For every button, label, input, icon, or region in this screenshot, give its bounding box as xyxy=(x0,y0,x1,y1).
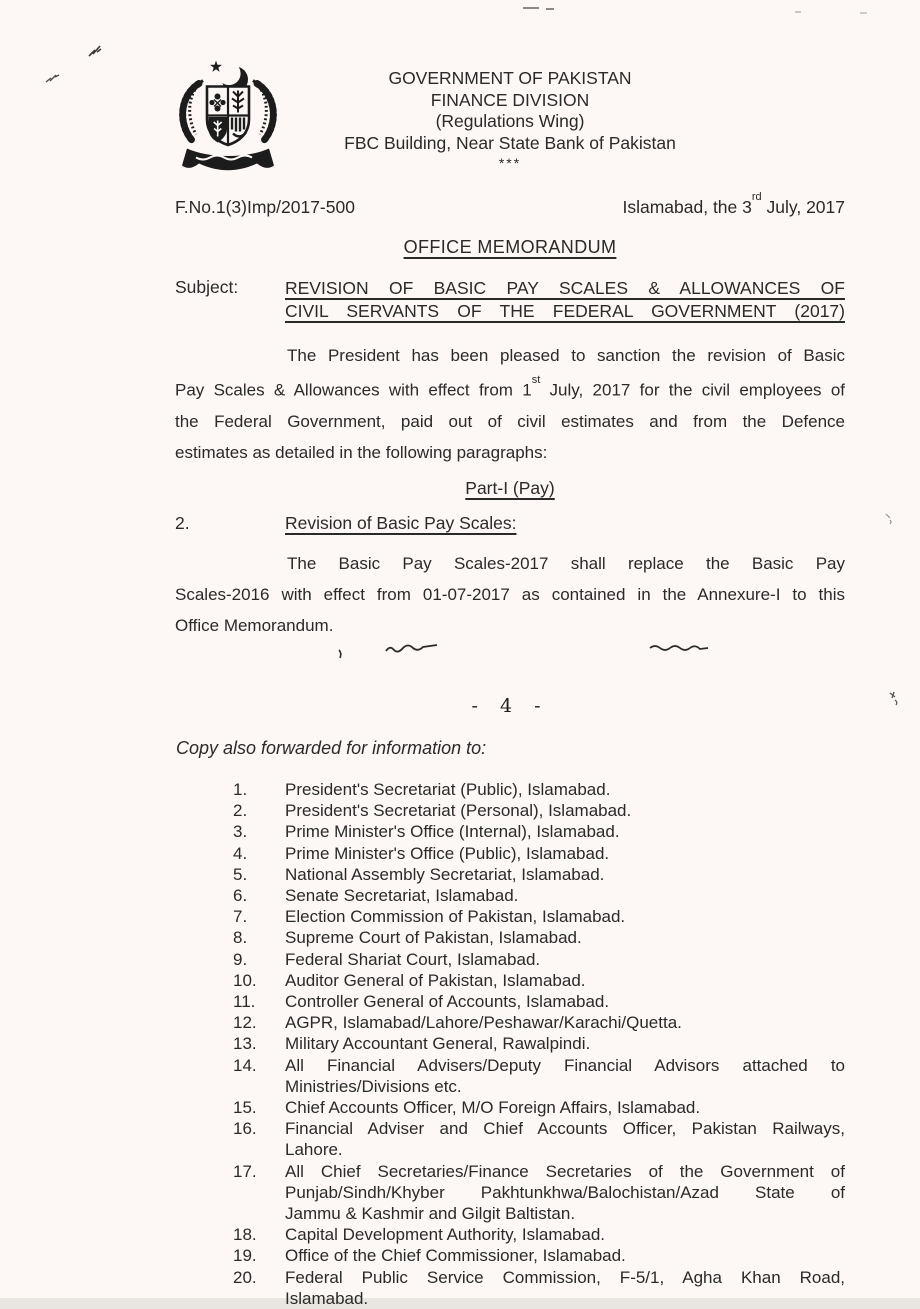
letterhead xyxy=(175,68,845,170)
list-item-text: Senate Secretariat, Islamabad. xyxy=(285,886,519,906)
list-item xyxy=(233,1055,845,1097)
list-item-number: 5. xyxy=(233,864,248,884)
reference-row xyxy=(175,191,845,218)
scan-squiggle-icon xyxy=(383,642,441,656)
list-item-number: 2. xyxy=(233,801,248,821)
list-item-text: National Assembly Secretariat, Islamabad. xyxy=(285,864,605,884)
list-item xyxy=(233,1012,845,1033)
list-item xyxy=(233,1097,845,1118)
scan-dash-icon xyxy=(523,7,539,9)
list-item-number: 19. xyxy=(233,1246,257,1266)
date-line xyxy=(622,191,845,218)
list-item-text: Federal Public Service Commission, F-5/1, Agha Khan Road, Islamabad. xyxy=(285,1267,845,1308)
distribution-intro: Copy also forwarded for information to: xyxy=(176,738,487,758)
list-item-number: 13. xyxy=(233,1034,257,1054)
list-item-text: President's Secretariat (Personal), Islamabad. xyxy=(285,801,632,821)
list-item-number: 8. xyxy=(233,928,248,948)
list-item-text: Financial Adviser and Chief Accounts Officer, Pakistan Railways, Lahore. xyxy=(285,1119,845,1160)
list-item-text: President's Secretariat (Public), Islamabad. xyxy=(285,780,611,799)
section-heading-row xyxy=(175,513,845,534)
list-item xyxy=(233,1161,845,1225)
body-paragraph-1: The President has been pleased to sanction the revision of Basic Pay Scales & Allowances with effect from 1st July, 2017 for the civil employees of the Federal Government, paid out of civil estimates and from the Defence estimates as detailed in the following paragraphs: xyxy=(175,346,845,462)
list-item-number: 1. xyxy=(233,780,248,799)
list-item-number: 6. xyxy=(233,886,248,906)
body-paragraph-2: The Basic Pay Scales-2017 shall replace the Basic Pay Scales-2016 with effect from 01-07-2017 as contained in the Annexure-I to this Office Memorandum. xyxy=(175,554,845,635)
scan-dash-icon xyxy=(860,12,867,14)
list-item xyxy=(233,1224,845,1245)
org-name: GOVERNMENT OF PAKISTAN xyxy=(388,68,632,88)
list-item-text: Auditor General of Pakistan, Islamabad. xyxy=(285,970,586,990)
list-item-text: Prime Minister's Office (Public), Islamabad. xyxy=(285,843,610,863)
list-item-number: 18. xyxy=(233,1225,257,1245)
list-item-number: 11. xyxy=(233,992,256,1012)
list-item-number: 17. xyxy=(233,1161,257,1181)
date-prefix: Islamabad, the 3 xyxy=(622,197,752,217)
list-item-number: 7. xyxy=(233,907,248,927)
list-item-number: 9. xyxy=(233,949,248,969)
list-item xyxy=(233,927,845,948)
division-name: FINANCE DIVISION xyxy=(430,89,590,110)
stars-separator: *** xyxy=(498,155,522,171)
scan-squiggle-icon xyxy=(648,641,710,654)
scan-dash-icon xyxy=(795,11,801,13)
list-item-text: Controller General of Accounts, Islamabad. xyxy=(285,992,610,1012)
list-item xyxy=(233,843,845,864)
section-number: 2. xyxy=(175,513,190,533)
list-item-number: 20. xyxy=(233,1267,257,1287)
subject-text: REVISION OF BASIC PAY SCALES & ALLOWANCES OF CIVIL SERVANTS OF THE FEDERAL GOVERNMENT (2017) xyxy=(285,278,845,321)
list-item xyxy=(233,906,845,927)
memo-title: OFFICE MEMORANDUM xyxy=(403,237,617,257)
list-item-number: 4. xyxy=(233,843,248,863)
list-item xyxy=(233,949,845,970)
list-item xyxy=(233,864,845,885)
part-heading: Part-I (Pay) xyxy=(465,478,555,498)
list-item xyxy=(233,821,845,842)
list-item-text: Capital Development Authority, Islamabad. xyxy=(285,1225,606,1245)
page-number: - 4 - xyxy=(471,695,549,717)
pen-mark-icon xyxy=(44,70,64,86)
list-item-number: 15. xyxy=(233,1098,257,1118)
scan-dash-icon xyxy=(546,8,554,10)
list-item xyxy=(233,800,845,821)
list-item-number: 3. xyxy=(233,822,248,842)
distribution-list xyxy=(233,779,845,1309)
list-item-text: Military Accountant General, Rawalpindi. xyxy=(285,1034,591,1054)
list-item-text: Supreme Court of Pakistan, Islamabad. xyxy=(285,928,582,948)
address-line: FBC Building, Near State Bank of Pakistan xyxy=(344,132,676,153)
list-item-text: AGPR, Islamabad/Lahore/Peshawar/Karachi/Quetta. xyxy=(285,1013,682,1033)
list-item-text: Prime Minister's Office (Internal), Islamabad. xyxy=(285,822,620,842)
list-item-text: All Financial Advisers/Deputy Financial Advisors attached to Ministries/Divisions etc. xyxy=(285,1055,845,1096)
list-item xyxy=(233,779,845,800)
date-suffix: July, 2017 xyxy=(761,197,845,217)
list-item-text: Chief Accounts Officer, M/O Foreign Affairs, Islamabad. xyxy=(285,1098,701,1118)
file-number: F.No.1(3)Imp/2017-500 xyxy=(175,197,355,217)
section-heading: Revision of Basic Pay Scales: xyxy=(285,513,517,533)
list-item-number: 16. xyxy=(233,1119,257,1139)
list-item xyxy=(233,970,845,991)
scan-mark-icon xyxy=(886,690,902,708)
scan-mark-icon xyxy=(882,512,894,526)
list-item xyxy=(233,991,845,1012)
list-item-text: Election Commission of Pakistan, Islamabad. xyxy=(285,907,626,927)
date-ordinal: rd xyxy=(751,191,762,204)
subject-row xyxy=(175,277,845,323)
list-item-number: 12. xyxy=(233,1013,257,1033)
list-item xyxy=(233,1267,845,1309)
pen-mark-icon xyxy=(86,42,106,60)
list-item-text: All Chief Secretaries/Finance Secretaries of the Government of Punjab/Sindh/Khyber Pakhtunkhwa/Balochistan/Azad State of Jammu & Kashmir and Gilgit Baltistan. xyxy=(285,1161,845,1224)
list-item-text: Federal Shariat Court, Islamabad. xyxy=(285,949,541,969)
list-item xyxy=(233,885,845,906)
list-item xyxy=(233,1245,845,1266)
list-item-text: Office of the Chief Commissioner, Islamabad. xyxy=(285,1246,626,1266)
scan-squiggle-icon xyxy=(336,648,346,660)
list-item-number: 10. xyxy=(233,970,257,990)
subject-label: Subject: xyxy=(175,277,239,297)
list-item xyxy=(233,1118,845,1160)
list-item-number: 14. xyxy=(233,1055,257,1075)
wing-name: (Regulations Wing) xyxy=(435,111,585,131)
list-item xyxy=(233,1033,845,1054)
